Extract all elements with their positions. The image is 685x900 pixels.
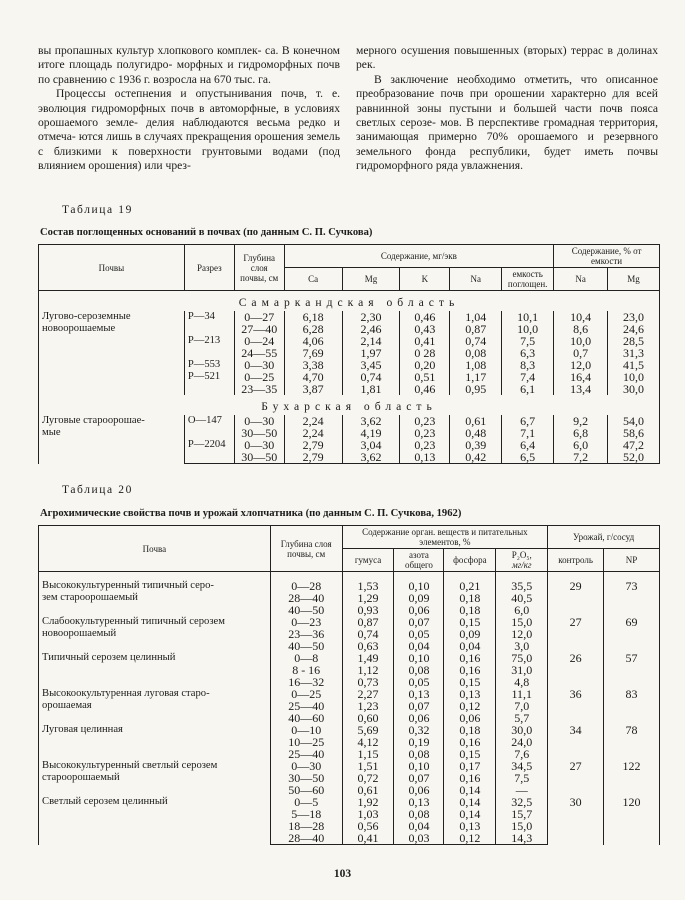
table-19-caption: Таблица 19 bbox=[62, 204, 133, 216]
humus-cell: 0,63 bbox=[342, 640, 394, 652]
mg-cell: 2,30 bbox=[342, 311, 400, 323]
nitrogen-cell: 0,04 bbox=[394, 820, 444, 832]
table-20 bbox=[38, 525, 660, 845]
nitrogen-cell: 0,05 bbox=[394, 628, 444, 640]
phosphorus-cell: 0,14 bbox=[444, 784, 496, 796]
section-cell bbox=[184, 323, 234, 335]
phosphorus-cell: 0,04 bbox=[444, 640, 496, 652]
mg-cell: 3,04 bbox=[342, 439, 400, 451]
depth-cell: 40—60 bbox=[270, 712, 342, 724]
phosphorus-cell: 0,18 bbox=[444, 604, 496, 616]
paragraph: Процессы остепнения и опустынивания почв, т. е. эволюция гидроморфных почв в автоморфные, в условиях орошаемого земле- делия наблюдаются весьма редко и отмеча- ются лишь в случаях прекращения орошения земель с близкими к поверхности грунтовыми водами (под влиянием орошения) или чрез- bbox=[38, 87, 340, 173]
header-control: контроль bbox=[548, 549, 604, 572]
header-mg-pct: Mg bbox=[608, 268, 660, 291]
page-number: 103 bbox=[333, 868, 352, 880]
humus-cell: 1,12 bbox=[342, 664, 394, 676]
depth-cell: 0—28 bbox=[270, 580, 342, 592]
header-content: Содержание орган. веществ и питательных элементов, % bbox=[342, 526, 548, 549]
region-row bbox=[39, 395, 660, 415]
na-cell: 0,74 bbox=[450, 335, 502, 347]
ca-cell: 3,87 bbox=[284, 383, 342, 395]
depth-cell: 24—55 bbox=[234, 347, 284, 359]
cap-cell: 7,4 bbox=[502, 371, 554, 383]
header-content: Содержание, мг/экв bbox=[284, 245, 553, 268]
humus-cell: 0,60 bbox=[342, 712, 394, 724]
humus-cell: 1,03 bbox=[342, 808, 394, 820]
region-name: Бухарская область bbox=[39, 395, 660, 415]
depth-cell: 28—40 bbox=[270, 592, 342, 604]
spacer-row bbox=[39, 572, 660, 581]
phosphorus-cell: 0,18 bbox=[444, 724, 496, 736]
soil-name-line: новоорошаемый bbox=[42, 628, 117, 639]
control-yield-cell: 34 bbox=[548, 724, 604, 760]
soil-name-line: Луговая целинная bbox=[42, 724, 123, 735]
mg-cell: 3,62 bbox=[342, 451, 400, 464]
ca-cell: 2,24 bbox=[284, 427, 342, 439]
nitrogen-cell: 0,07 bbox=[394, 616, 444, 628]
depth-cell: 30—50 bbox=[234, 451, 284, 464]
cap-cell: 10,0 bbox=[502, 323, 554, 335]
section-cell: Р—521 bbox=[184, 371, 234, 383]
header-content-pct: Содержание, % от емкости bbox=[554, 245, 660, 268]
np-yield-cell: 83 bbox=[604, 688, 660, 724]
na-cell: 0,08 bbox=[450, 347, 502, 359]
phosphorus-cell: 0,18 bbox=[444, 592, 496, 604]
header-humus: гумуса bbox=[342, 549, 394, 572]
np-yield-cell: 69 bbox=[604, 616, 660, 652]
depth-cell: 50—60 bbox=[270, 784, 342, 796]
phosphorus-cell: 0,17 bbox=[444, 760, 496, 772]
mg_p-cell: 30,0 bbox=[608, 383, 660, 395]
p2o5-cell: 75,0 bbox=[496, 652, 548, 664]
section-cell: Р—213 bbox=[184, 335, 234, 347]
phosphorus-cell: 0,12 bbox=[444, 700, 496, 712]
depth-cell: 40—50 bbox=[270, 640, 342, 652]
soil-name-line: зем староорошаемый bbox=[42, 592, 138, 603]
table-row bbox=[39, 652, 660, 664]
k-cell: 0,23 bbox=[400, 415, 450, 427]
mg-cell: 2,46 bbox=[342, 323, 400, 335]
humus-cell: 0,72 bbox=[342, 772, 394, 784]
humus-cell: 1,15 bbox=[342, 748, 394, 760]
na_p-cell: 13,4 bbox=[554, 383, 608, 395]
control-yield-cell: 36 bbox=[548, 688, 604, 724]
soil-name bbox=[39, 760, 271, 796]
depth-cell: 0—5 bbox=[270, 796, 342, 808]
section-cell bbox=[184, 451, 234, 464]
header-phosphorus: фосфора bbox=[444, 549, 496, 572]
nitrogen-cell: 0,08 bbox=[394, 808, 444, 820]
depth-cell: 25—40 bbox=[270, 700, 342, 712]
header-p2o5: P₂O₅, мг/кг bbox=[496, 549, 548, 572]
depth-cell: 0—30 bbox=[270, 760, 342, 772]
p2o5-cell: 31,0 bbox=[496, 664, 548, 676]
mg_p-cell: 28,5 bbox=[608, 335, 660, 347]
ca-cell: 3,38 bbox=[284, 359, 342, 371]
humus-cell: 5,69 bbox=[342, 724, 394, 736]
depth-cell: 0—24 bbox=[234, 335, 284, 347]
p2o5-cell: 3,0 bbox=[496, 640, 548, 652]
soil-name-line: новоорошаемые bbox=[42, 323, 116, 334]
table-row bbox=[39, 311, 660, 323]
p2o5-cell: 4,8 bbox=[496, 676, 548, 688]
phosphorus-cell: 0,16 bbox=[444, 664, 496, 676]
na_p-cell: 10,0 bbox=[554, 335, 608, 347]
na_p-cell: 6,0 bbox=[554, 439, 608, 451]
na-cell: 0,42 bbox=[450, 451, 502, 464]
right-text-column bbox=[356, 44, 658, 174]
phosphorus-cell: 0,12 bbox=[444, 832, 496, 845]
mg-cell: 3,62 bbox=[342, 415, 400, 427]
na_p-cell: 10,4 bbox=[554, 311, 608, 323]
text-columns bbox=[38, 44, 658, 174]
table-20-caption: Таблица 20 bbox=[62, 484, 133, 496]
na_p-cell: 6,8 bbox=[554, 427, 608, 439]
nitrogen-cell: 0,19 bbox=[394, 736, 444, 748]
header-mg: Mg bbox=[342, 268, 400, 291]
np-yield-cell: 122 bbox=[604, 760, 660, 796]
humus-cell: 1,23 bbox=[342, 700, 394, 712]
cap-cell: 10,1 bbox=[502, 311, 554, 323]
header-k: K bbox=[400, 268, 450, 291]
k-cell: 0,51 bbox=[400, 371, 450, 383]
p2o5-cell: 34,5 bbox=[496, 760, 548, 772]
header-nitrogen: азота общего bbox=[394, 549, 444, 572]
soil-name-line: орошаемая bbox=[42, 700, 92, 711]
na-cell: 1,08 bbox=[450, 359, 502, 371]
p2o5-cell: 12,0 bbox=[496, 628, 548, 640]
cap-cell: 6,5 bbox=[502, 451, 554, 464]
phosphorus-cell: 0,14 bbox=[444, 808, 496, 820]
p2o5-cell: 15,0 bbox=[496, 616, 548, 628]
na_p-cell: 7,2 bbox=[554, 451, 608, 464]
depth-cell: 0—30 bbox=[234, 439, 284, 451]
mg_p-cell: 54,0 bbox=[608, 415, 660, 427]
humus-cell: 0,56 bbox=[342, 820, 394, 832]
na_p-cell: 9,2 bbox=[554, 415, 608, 427]
paragraph: В заключение необходимо отметить, что описанное преобразование почв при орошении характерно для всей равнинной зоны пустыни и большей части почв пояса светлых серозе- мов. В перспективе громадная территория, занимающая примерно 70% орошаемого и резервного земельного фонда республики, будет иметь почвы гидроморфного ряда увлажнения. bbox=[356, 72, 659, 173]
phosphorus-cell: 0,15 bbox=[444, 616, 496, 628]
p2o5-cell: 15,7 bbox=[496, 808, 548, 820]
table-19-body bbox=[39, 291, 660, 464]
depth-cell: 27—40 bbox=[234, 323, 284, 335]
p2o5-cell: 35,5 bbox=[496, 580, 548, 592]
phosphorus-cell: 0,15 bbox=[444, 748, 496, 760]
nitrogen-cell: 0,03 bbox=[394, 832, 444, 845]
section-cell bbox=[184, 427, 234, 439]
p2o5-cell: 14,3 bbox=[496, 832, 548, 845]
mg-cell: 2,14 bbox=[342, 335, 400, 347]
depth-cell: 16—32 bbox=[270, 676, 342, 688]
cap-cell: 8,3 bbox=[502, 359, 554, 371]
humus-cell: 0,87 bbox=[342, 616, 394, 628]
nitrogen-cell: 0,07 bbox=[394, 772, 444, 784]
humus-cell: 1,29 bbox=[342, 592, 394, 604]
soil-name-line: Высокоокультуренная луговая старо- bbox=[42, 688, 210, 699]
cap-cell: 6,4 bbox=[502, 439, 554, 451]
nitrogen-cell: 0,07 bbox=[394, 700, 444, 712]
paragraph: вы пропашных культур хлопкового комплек- са. В конечном итоге площадь полугидро- морфных и гидроморфных почв по сравнению с 1936 г. возросла на 670 тыс. га. bbox=[38, 44, 340, 86]
mg_p-cell: 58,6 bbox=[608, 427, 660, 439]
section-cell: Р—34 bbox=[184, 311, 234, 323]
mg_p-cell: 24,6 bbox=[608, 323, 660, 335]
phosphorus-cell: 0,09 bbox=[444, 628, 496, 640]
cap-cell: 6,7 bbox=[502, 415, 554, 427]
depth-cell: 0—30 bbox=[234, 359, 284, 371]
humus-cell: 2,27 bbox=[342, 688, 394, 700]
depth-cell: 0—25 bbox=[270, 688, 342, 700]
humus-cell: 1,53 bbox=[342, 580, 394, 592]
header-soils: Почвы bbox=[39, 245, 185, 291]
cap-cell: 6,1 bbox=[502, 383, 554, 395]
header-na: Na bbox=[450, 268, 502, 291]
depth-cell: 0—27 bbox=[234, 311, 284, 323]
nitrogen-cell: 0,06 bbox=[394, 712, 444, 724]
soil-name bbox=[39, 415, 185, 464]
nitrogen-cell: 0,05 bbox=[394, 676, 444, 688]
k-cell: 0,43 bbox=[400, 323, 450, 335]
nitrogen-cell: 0,08 bbox=[394, 664, 444, 676]
control-yield-cell: 27 bbox=[548, 760, 604, 796]
p2o5-cell: 5,7 bbox=[496, 712, 548, 724]
p2o5-cell: 32,5 bbox=[496, 796, 548, 808]
control-yield-cell: 29 bbox=[548, 580, 604, 616]
soil-name bbox=[39, 796, 271, 845]
nitrogen-cell: 0,13 bbox=[394, 796, 444, 808]
np-yield-cell: 57 bbox=[604, 652, 660, 688]
depth-cell: 5—18 bbox=[270, 808, 342, 820]
humus-cell: 0,73 bbox=[342, 676, 394, 688]
soil-name-line: мые bbox=[42, 427, 61, 438]
p2o5-cell: 15,0 bbox=[496, 820, 548, 832]
section-cell: Р—2204 bbox=[184, 439, 234, 451]
depth-cell: 0—10 bbox=[270, 724, 342, 736]
phosphorus-cell: 0,13 bbox=[444, 820, 496, 832]
depth-cell: 30—50 bbox=[234, 427, 284, 439]
phosphorus-cell: 0,16 bbox=[444, 736, 496, 748]
phosphorus-cell: 0,15 bbox=[444, 676, 496, 688]
section-cell: Р—553 bbox=[184, 359, 234, 371]
humus-cell: 1,51 bbox=[342, 760, 394, 772]
table-row bbox=[39, 688, 660, 700]
control-yield-cell: 27 bbox=[548, 616, 604, 652]
mg-cell: 4,19 bbox=[342, 427, 400, 439]
ca-cell: 4,70 bbox=[284, 371, 342, 383]
k-cell: 0 28 bbox=[400, 347, 450, 359]
depth-cell: 10—25 bbox=[270, 736, 342, 748]
ca-cell: 7,69 bbox=[284, 347, 342, 359]
humus-cell: 0,41 bbox=[342, 832, 394, 845]
mg_p-cell: 41,5 bbox=[608, 359, 660, 371]
mg_p-cell: 47,2 bbox=[608, 439, 660, 451]
na-cell: 0,87 bbox=[450, 323, 502, 335]
depth-cell: 23—36 bbox=[270, 628, 342, 640]
phosphorus-cell: 0,13 bbox=[444, 688, 496, 700]
mg_p-cell: 52,0 bbox=[608, 451, 660, 464]
nitrogen-cell: 0,09 bbox=[394, 592, 444, 604]
depth-cell: 23—35 bbox=[234, 383, 284, 395]
na_p-cell: 12,0 bbox=[554, 359, 608, 371]
mg-cell: 1,97 bbox=[342, 347, 400, 359]
header-yield: Урожай, г/сосуд bbox=[548, 526, 660, 549]
mg_p-cell: 31,3 bbox=[608, 347, 660, 359]
table-19 bbox=[38, 244, 660, 464]
header-capacity: емкость поглощен. bbox=[502, 268, 554, 291]
nitrogen-cell: 0,06 bbox=[394, 604, 444, 616]
soil-name-line: Типичный серозем целинный bbox=[42, 652, 176, 663]
na-cell: 0,48 bbox=[450, 427, 502, 439]
header-np: NP bbox=[604, 549, 660, 572]
k-cell: 0,20 bbox=[400, 359, 450, 371]
humus-cell: 1,92 bbox=[342, 796, 394, 808]
table-row bbox=[39, 616, 660, 628]
ca-cell: 4,06 bbox=[284, 335, 342, 347]
soil-name-line: Высококультуренный типичный серо- bbox=[42, 580, 214, 591]
depth-cell: 40—50 bbox=[270, 604, 342, 616]
nitrogen-cell: 0,32 bbox=[394, 724, 444, 736]
header-section: Разрез bbox=[184, 245, 234, 291]
header-na-pct: Na bbox=[554, 268, 608, 291]
na-cell: 1,04 bbox=[450, 311, 502, 323]
mg_p-cell: 10,0 bbox=[608, 371, 660, 383]
section-cell bbox=[184, 383, 234, 395]
soil-name bbox=[39, 724, 271, 760]
table-row bbox=[39, 796, 660, 808]
depth-cell: 30—50 bbox=[270, 772, 342, 784]
na-cell: 0,61 bbox=[450, 415, 502, 427]
nitrogen-cell: 0,10 bbox=[394, 580, 444, 592]
soil-name-line: Высококультуренный светлый серозем bbox=[42, 760, 218, 771]
table-row bbox=[39, 724, 660, 736]
k-cell: 0,23 bbox=[400, 439, 450, 451]
phosphorus-cell: 0,16 bbox=[444, 772, 496, 784]
mg-cell: 1,81 bbox=[342, 383, 400, 395]
table-row bbox=[39, 760, 660, 772]
phosphorus-cell: 0,21 bbox=[444, 580, 496, 592]
mg_p-cell: 23,0 bbox=[608, 311, 660, 323]
p2o5-cell: 40,5 bbox=[496, 592, 548, 604]
ca-cell: 6,28 bbox=[284, 323, 342, 335]
table-20-body bbox=[39, 572, 660, 845]
nitrogen-cell: 0,08 bbox=[394, 748, 444, 760]
cap-cell: 7,1 bbox=[502, 427, 554, 439]
header-soil: Почва bbox=[39, 526, 271, 572]
region-row bbox=[39, 291, 660, 312]
ca-cell: 2,24 bbox=[284, 415, 342, 427]
soil-name bbox=[39, 652, 271, 688]
nitrogen-cell: 0,04 bbox=[394, 640, 444, 652]
soil-name bbox=[39, 616, 271, 652]
depth-cell: 0—8 bbox=[270, 652, 342, 664]
np-yield-cell: 78 bbox=[604, 724, 660, 760]
paragraph: мерного осушения повышенных (вторых) террас в долинах рек. bbox=[356, 44, 658, 72]
np-yield-cell: 120 bbox=[604, 796, 660, 845]
nitrogen-cell: 0,10 bbox=[394, 760, 444, 772]
na-cell: 0,39 bbox=[450, 439, 502, 451]
table-19-title: Состав поглощенных оснований в почвах (по данным С. П. Сучкова) bbox=[40, 227, 373, 238]
np-yield-cell: 73 bbox=[604, 580, 660, 616]
ca-cell: 6,18 bbox=[284, 311, 342, 323]
humus-cell: 4,12 bbox=[342, 736, 394, 748]
section-cell bbox=[184, 347, 234, 359]
depth-cell: 18—28 bbox=[270, 820, 342, 832]
k-cell: 0,46 bbox=[400, 311, 450, 323]
k-cell: 0,46 bbox=[400, 383, 450, 395]
p2o5-cell: 7,0 bbox=[496, 700, 548, 712]
p2o5-cell: — bbox=[496, 784, 548, 796]
depth-cell: 0—23 bbox=[270, 616, 342, 628]
nitrogen-cell: 0,06 bbox=[394, 784, 444, 796]
humus-cell: 0,93 bbox=[342, 604, 394, 616]
k-cell: 0,13 bbox=[400, 451, 450, 464]
mg-cell: 0,74 bbox=[342, 371, 400, 383]
region-name: Самаркандская область bbox=[39, 291, 660, 312]
na_p-cell: 8,6 bbox=[554, 323, 608, 335]
control-yield-cell: 26 bbox=[548, 652, 604, 688]
table-row bbox=[39, 580, 660, 592]
cap-cell: 6,3 bbox=[502, 347, 554, 359]
p2o5-cell: 7,6 bbox=[496, 748, 548, 760]
p2o5-cell: 6,0 bbox=[496, 604, 548, 616]
soil-name bbox=[39, 688, 271, 724]
k-cell: 0,23 bbox=[400, 427, 450, 439]
nitrogen-cell: 0,10 bbox=[394, 652, 444, 664]
cap-cell: 7,5 bbox=[502, 335, 554, 347]
header-depth: Глубина слоя почвы, см bbox=[234, 245, 284, 291]
section-cell: О—147 bbox=[184, 415, 234, 427]
p2o5-cell: 11,1 bbox=[496, 688, 548, 700]
soil-name bbox=[39, 311, 185, 395]
phosphorus-cell: 0,14 bbox=[444, 796, 496, 808]
mg-cell: 3,45 bbox=[342, 359, 400, 371]
humus-cell: 0,61 bbox=[342, 784, 394, 796]
na-cell: 0,95 bbox=[450, 383, 502, 395]
k-cell: 0,41 bbox=[400, 335, 450, 347]
header-depth: Глубина слоя почвы, см bbox=[270, 526, 342, 572]
humus-cell: 1,49 bbox=[342, 652, 394, 664]
soil-name-line: Луговые староорошае- bbox=[42, 415, 145, 426]
depth-cell: 28—40 bbox=[270, 832, 342, 845]
control-yield-cell: 30 bbox=[548, 796, 604, 845]
p2o5-cell: 7,5 bbox=[496, 772, 548, 784]
humus-cell: 0,74 bbox=[342, 628, 394, 640]
na_p-cell: 0,7 bbox=[554, 347, 608, 359]
depth-cell: 0—30 bbox=[234, 415, 284, 427]
ca-cell: 2,79 bbox=[284, 439, 342, 451]
soil-name-line: Слабоокультуренный типичный серозем bbox=[42, 616, 225, 627]
na_p-cell: 16,4 bbox=[554, 371, 608, 383]
p2o5-cell: 30,0 bbox=[496, 724, 548, 736]
soil-name-line: Светлый серозем целинный bbox=[42, 796, 168, 807]
header-ca: Ca bbox=[284, 268, 342, 291]
soil-name-line: староорошаемый bbox=[42, 772, 120, 783]
phosphorus-cell: 0,16 bbox=[444, 652, 496, 664]
left-text-column bbox=[38, 44, 340, 174]
nitrogen-cell: 0,13 bbox=[394, 688, 444, 700]
phosphorus-cell: 0,06 bbox=[444, 712, 496, 724]
depth-cell: 0—25 bbox=[234, 371, 284, 383]
soil-name-line: Лугово-сероземные bbox=[42, 311, 131, 322]
table-20-title: Агрохимические свойства почв и урожай хлопчатника (по данным С. П. Сучкова, 1962) bbox=[40, 508, 462, 519]
depth-cell: 25—40 bbox=[270, 748, 342, 760]
na-cell: 1,17 bbox=[450, 371, 502, 383]
soil-name bbox=[39, 580, 271, 616]
ca-cell: 2,79 bbox=[284, 451, 342, 464]
depth-cell: 8 - 16 bbox=[270, 664, 342, 676]
p2o5-cell: 24,0 bbox=[496, 736, 548, 748]
table-row bbox=[39, 415, 660, 427]
